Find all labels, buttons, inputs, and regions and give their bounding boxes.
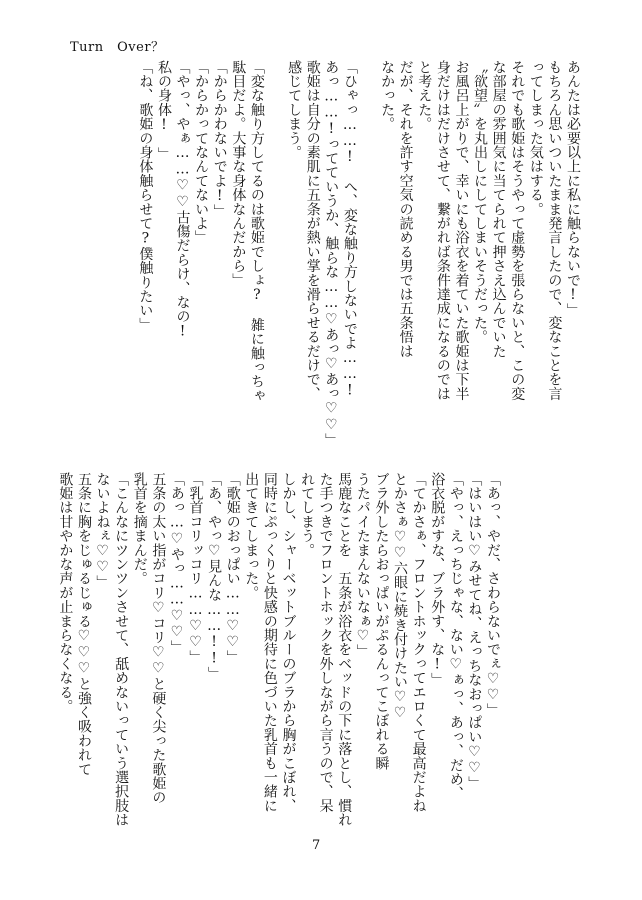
text-line: 「はいはい♡みせてね、えっちなおっぱい♡♡」 — [466, 472, 483, 791]
text-line: 「やっ、えっちじゃな、ない♡ぁっ、あっ、だめ、 — [447, 472, 464, 801]
text-line: もちろん思いついたまま発言したので、変なことを言 — [546, 60, 563, 401]
page-number: 7 — [312, 838, 321, 853]
text-line: ないよねぇ♡♡」 — [94, 472, 111, 590]
text-line: 「やっ、やぁ……♡♡古傷だらけ、なの! — [174, 60, 191, 340]
text-line: と考えた。 — [416, 60, 433, 131]
text-line: ブラ外したらおっぱいがぷるんってこぼれる瞬 — [373, 472, 390, 771]
text-line: 出てきてしまった。 — [243, 472, 260, 600]
running-header: Turn Over？ — [70, 40, 165, 55]
text-line: 感じてしまう。 — [286, 60, 303, 160]
text-line: 「からかわないでよ!」 — [211, 60, 228, 219]
text-line: お風呂上がりで、幸いにも浴衣を着ていた歌姫は下半 — [453, 60, 470, 401]
text-line: た手つきでフロントホックを外しながら言うので、呆 — [317, 472, 334, 813]
text-line: れてしまう。 — [299, 472, 316, 558]
text-line: あんたは必要以上に私に触らないで!」 — [565, 60, 581, 318]
text-line: 同時にぷっくりと快感の期待に色づいた乳首も一緒に — [261, 472, 278, 813]
text-line — [359, 60, 378, 400]
text-line: 浴衣脱がすな、ブラ外す、な!」 — [429, 472, 446, 687]
upper-text-block — [136, 60, 582, 448]
text-line: なかった。 — [379, 60, 396, 131]
text-line: 「歌姫のおっぱい……♡♡」 — [224, 472, 241, 665]
text-line: だが、それを許す空気の読める男では五条悟は — [397, 60, 414, 359]
text-line: 五条の太い指がコリ♡コリ♡♡と硬く尖った歌姫の — [150, 472, 167, 805]
text-line: しかし、シャーベットブルーのブラから胸がこぼれ、 — [280, 472, 297, 813]
text-line: とかさぁ♡♡六眼に焼き付けたい♡♡ — [392, 472, 409, 722]
text-line: 歌姫は甘やかな声が止まらなくなる。 — [57, 472, 74, 714]
text-line: 「ね、歌姫の身体触らせて?僕触りたい」 — [137, 60, 154, 332]
text-line: 「あっ、やだ、さわらないでぇ♡♡」 — [485, 472, 501, 718]
lower-text-block — [56, 472, 502, 827]
text-line: 駄目だよ。大事な身体なんだから」 — [230, 60, 247, 288]
text-line: 「あっ…♡やっ……♡♡」 — [168, 472, 185, 655]
text-line: 「からかってなんてないよ」 — [193, 60, 210, 245]
text-line: 「てかさぁ、フロントホックってエロくて最高だよね — [410, 472, 427, 813]
text-line: な部屋の雰囲気に当てられて押さえ込んでいた — [490, 60, 507, 359]
text-line: 「こんなにツンツンさせて、舐めないっていう選択肢は — [113, 472, 130, 827]
text-line: 乳首を摘まんだ。 — [131, 472, 148, 586]
text-line: 私の身体! 」 — [155, 60, 172, 162]
text-line: うたパイたまんないなぁ♡」 — [354, 472, 371, 659]
text-line: 「乳首コリッコリ……♡♡」 — [187, 472, 204, 665]
text-line: 身だけはだけさせて、繋がれば条件達成になるのでは — [434, 60, 451, 401]
text-line: 〝欲望〟を丸出しにしてしまいそうだった。 — [472, 60, 489, 344]
text-line: 「ひゃっ……! へ、変な触り方しないでよ……! — [341, 60, 358, 399]
text-line: それでも歌姫はそうやって虚勢を張らないと、この変 — [509, 60, 526, 401]
text-line: 「変な触り方してるのは歌姫でしょ? 雑に触っちゃ — [248, 60, 265, 403]
text-line — [266, 60, 285, 400]
text-line: 「あ、やっ♡見んな……!!」 — [206, 472, 223, 681]
text-line: 歌姫は自分の素肌に五条が熱い掌を滑らせるだけで、 — [304, 60, 321, 401]
text-line: 五条に胸をじゅるじゅる♡♡♡と強く吸われて — [75, 472, 92, 777]
text-line: ってしまった気はする。 — [527, 60, 544, 217]
text-line: 馬鹿なことを 五条が浴衣をベッドの下に落とし、慣れ — [336, 472, 353, 827]
text-line: あっ……!ってていうか、触らな……♡あっ♡あっ♡♡」 — [323, 60, 340, 448]
